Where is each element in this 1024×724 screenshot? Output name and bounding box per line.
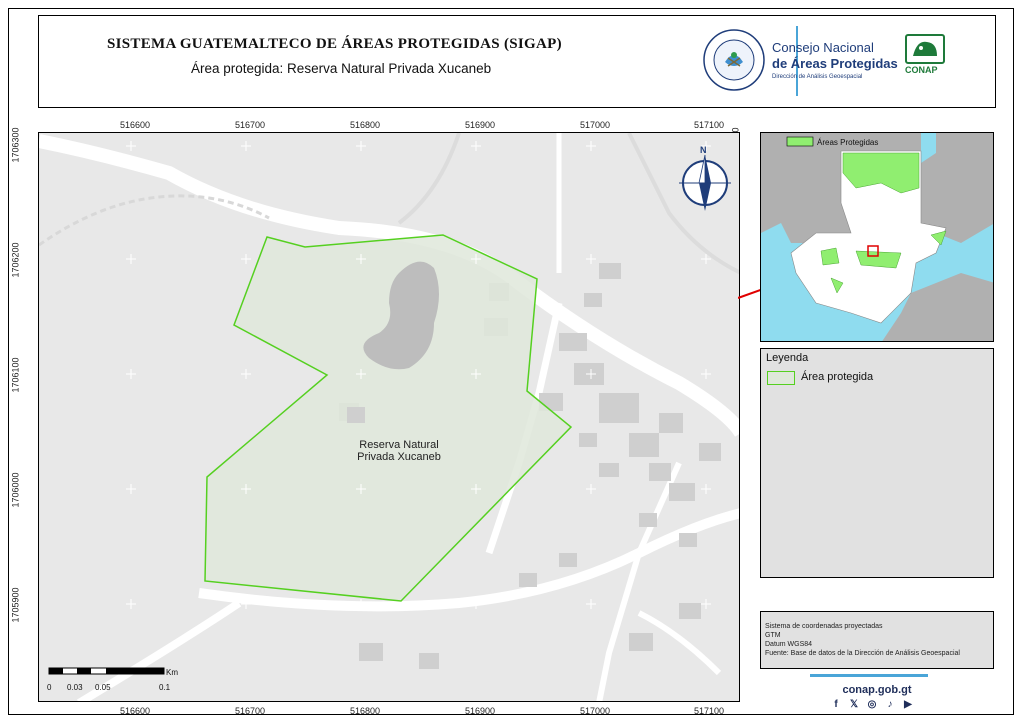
scale-value: 0.05	[95, 683, 111, 692]
council-name-line1: Consejo Nacional	[772, 40, 874, 55]
x-tick-top: 517100	[694, 120, 725, 130]
council-name-line2: de Áreas Protegidas	[772, 56, 898, 71]
youtube-icon[interactable]: ▶	[904, 699, 912, 710]
scale-value: 0.1	[159, 683, 171, 692]
legend-panel	[760, 348, 994, 578]
metadata-line: GTM	[765, 632, 781, 639]
y-tick-left: 1706300	[10, 127, 21, 163]
facebook-icon[interactable]: f	[834, 699, 838, 710]
inset-legend-label: Áreas Protegidas	[817, 138, 879, 147]
inset-legend-swatch	[787, 137, 813, 146]
x-tick-bottom: 516700	[235, 706, 266, 716]
y-tick-left: 1706000	[10, 472, 21, 508]
council-name-line3: Dirección de Análisis Geoespacial	[772, 74, 863, 80]
main-map[interactable]	[38, 132, 740, 702]
x-tick-top: 516800	[350, 120, 381, 130]
protected-area-label-line1: Reserva Natural	[359, 439, 439, 451]
footer-accent-bar	[810, 674, 928, 677]
scale-unit: Km	[166, 668, 178, 677]
x-tick-bottom: 516900	[465, 706, 496, 716]
x-tick-bottom: 517100	[694, 706, 725, 716]
metadata-line: Sistema de coordenadas proyectadas	[765, 623, 883, 630]
conap-label: CONAP	[905, 65, 938, 75]
tiktok-icon[interactable]: ♪	[887, 699, 893, 710]
y-tick-left: 1705900	[10, 587, 21, 623]
page-title: SISTEMA GUATEMALTECO DE ÁREAS PROTEGIDAS (SIGAP)	[107, 36, 562, 52]
coordinate-metadata-panel	[760, 611, 994, 669]
legend-swatch	[767, 371, 795, 385]
inset-map-canvas	[761, 133, 994, 342]
y-tick-left: 1706200	[10, 242, 21, 278]
scale-bar	[49, 668, 164, 674]
instagram-icon[interactable]: ◎	[867, 699, 877, 710]
scale-value: 0.03	[67, 683, 83, 692]
x-icon[interactable]: 𝕏	[849, 699, 859, 710]
legend-item-label: Área protegida	[801, 371, 874, 383]
x-tick-top: 516700	[235, 120, 266, 130]
x-tick-top: 516900	[465, 120, 496, 130]
legend-title: Leyenda	[766, 352, 809, 364]
scale-value: 0	[47, 683, 52, 692]
footer-url-link[interactable]: conap.gob.gt	[842, 684, 912, 696]
x-tick-top: 517000	[580, 120, 611, 130]
x-tick-bottom: 516600	[120, 706, 151, 716]
main-map-canvas	[39, 133, 740, 702]
conap-logo	[905, 34, 945, 64]
x-tick-bottom: 516800	[350, 706, 381, 716]
page-subtitle: Área protegida: Reserva Natural Privada Xucaneb	[191, 61, 492, 76]
header-panel	[38, 15, 996, 108]
x-tick-top: 516600	[120, 120, 151, 130]
protected-area-label	[329, 439, 469, 463]
metadata-line: Datum WGS84	[765, 641, 813, 648]
north-label: N	[700, 145, 707, 155]
y-tick-left: 1706100	[10, 357, 21, 393]
protected-area-label-line2: Privada Xucaneb	[357, 451, 441, 463]
guatemala-seal-logo	[701, 24, 767, 100]
metadata-line: Fuente: Base de datos de la Dirección de Análisis Geoespacial	[765, 650, 960, 657]
social-icons	[822, 699, 922, 711]
inset-locator-map[interactable]	[760, 132, 994, 342]
x-tick-bottom: 517000	[580, 706, 611, 716]
